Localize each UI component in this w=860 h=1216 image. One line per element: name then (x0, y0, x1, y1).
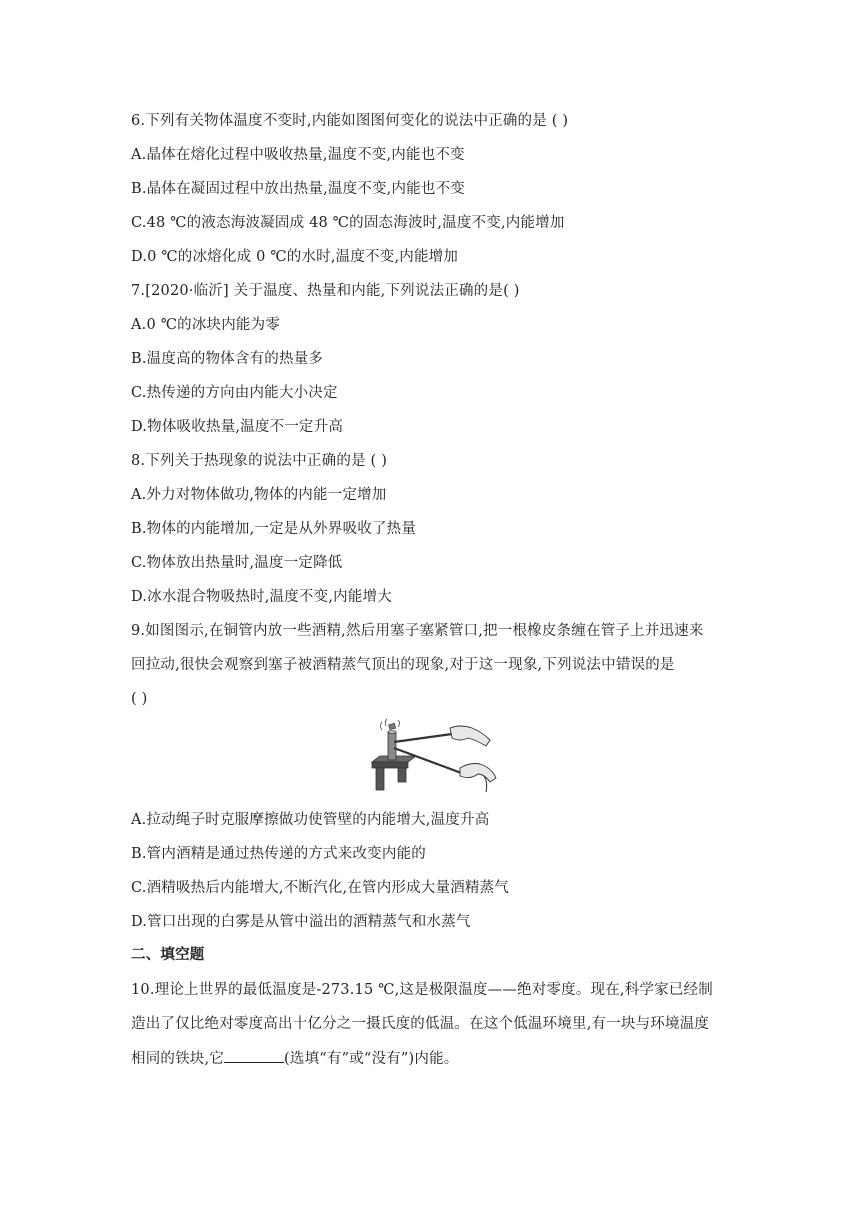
cork (389, 723, 396, 729)
stand-leg-right (398, 768, 406, 782)
stand-front (372, 762, 408, 768)
q10-line3-after: (选填“有”或“没有”)内能。 (284, 1051, 459, 1067)
q7-option-c: C.热传递的方向由内能大小决定 (131, 385, 338, 401)
q8-stem: 8.下列关于热现象的说法中正确的是 ( ) (131, 453, 388, 469)
q8-option-b: B.物体的内能增加,一定是从外界吸收了热量 (131, 521, 417, 537)
q9-stem-line3: ( ) (131, 691, 148, 707)
q9-option-a: A.拉动绳子时克服摩擦做功使管壁的内能增大,温度升高 (131, 812, 490, 828)
copper-tube (388, 732, 396, 760)
rope-upper (394, 734, 452, 742)
q8-option-c: C.物体放出热量时,温度一定降低 (131, 555, 343, 571)
q9-option-b: B.管内酒精是通过热传递的方式来改变内能的 (131, 846, 426, 862)
stand-leg-left (376, 768, 384, 790)
q6-option-a: A.晶体在熔化过程中吸收热量,温度不变,内能也不变 (131, 147, 465, 163)
q10-line3 (131, 1048, 458, 1069)
q6-option-c: C.48 ℃的液态海波凝固成 48 ℃的固态海波时,温度不变,内能增加 (131, 215, 565, 231)
q8-option-d: D.冰水混合物吸热时,温度不变,内能增大 (131, 589, 392, 605)
q10-line2: 造出了仅比绝对零度高出十亿分之一摄氏度的低温。在这个低温环境里,有一块与环境温度 (131, 1016, 710, 1032)
section-title: 二、填空题 (131, 947, 205, 963)
q7-stem: 7.[2020·临沂] 关于温度、热量和内能,下列说法正确的是( ) (131, 283, 520, 299)
q7-option-b: B.温度高的物体含有的热量多 (131, 351, 324, 367)
q7-option-d: D.物体吸收热量,温度不一定升高 (131, 419, 344, 435)
q9-stem-line1: 9.如图图示,在铜管内放一些酒精,然后用塞子塞紧管口,把一根橡皮条缠在管子上并迅速来 (131, 623, 704, 639)
q6-option-d: D.0 ℃的冰熔化成 0 ℃的水时,温度不变,内能增加 (131, 249, 459, 265)
q10-line3-before: 相同的铁块,它 (131, 1051, 225, 1067)
answer-blank[interactable] (224, 1048, 284, 1063)
q6-stem: 6.下列有关物体温度不变时,内能如图图何变化的说法中正确的是 ( ) (131, 113, 569, 129)
copper-tube-figure (368, 718, 498, 794)
upper-hand (450, 726, 490, 746)
q9-stem-line2: 回拉动,很快会观察到塞子被酒精蒸气顶出的现象,对于这一现象,下列说法中错误的是 (131, 657, 675, 673)
lower-hand (460, 764, 496, 783)
q9-option-c: C.酒精吸热后内能增大,不断汽化,在管内形成大量酒精蒸气 (131, 880, 510, 896)
q9-option-d: D.管口出现的白雾是从管中溢出的酒精蒸气和水蒸气 (131, 914, 471, 930)
q8-option-a: A.外力对物体做功,物体的内能一定增加 (131, 487, 387, 503)
q7-option-a: A.0 ℃的冰块内能为零 (131, 317, 281, 333)
q6-option-b: B.晶体在凝固过程中放出热量,温度不变,内能也不变 (131, 181, 465, 197)
q10-line1: 10.理论上世界的最低温度是-273.15 ℃,这是极限温度——绝对零度。现在,科学家已经制 (131, 982, 713, 998)
